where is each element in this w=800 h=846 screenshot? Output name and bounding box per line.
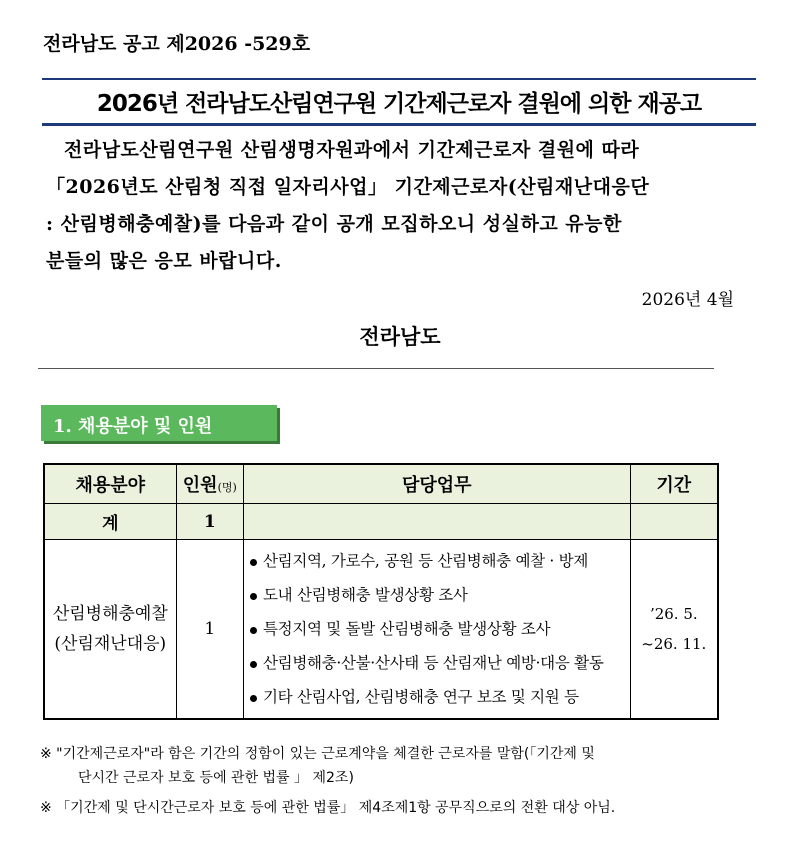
total-empty-duties [243, 504, 630, 540]
organization-name: 전라남도 [359, 324, 441, 349]
bullet-icon [250, 627, 257, 634]
title-bottom-rule [42, 123, 756, 126]
total-count: 1 [176, 504, 243, 540]
section-title: 1. 채용분야 및 인원 [53, 416, 213, 437]
duty-item: 특정지역 및 돌발 산림병해충 발생상황 조사 [248, 612, 630, 646]
notice-date: 2026년 4월 [641, 290, 734, 310]
bullet-icon [250, 593, 257, 600]
recruitment-table [43, 463, 719, 720]
duty-item: 도내 산림병해충 발생상황 조사 [248, 578, 630, 612]
header-duties: 담당업무 [243, 464, 630, 504]
count-cell: 1 [176, 540, 243, 720]
notice-number: 전라남도 공고 제2026 -529호 [43, 33, 311, 55]
total-label: 계 [44, 504, 176, 540]
intro-line-1: 전라남도산림연구원 산림생명자원과에서 기간제근로자 결원에 따라 [64, 139, 640, 161]
intro-line-2: 「2026년도 산림청 직접 일자리사업」 기간제근로자(산림재난대응단 [46, 176, 650, 198]
duties-cell [243, 540, 630, 720]
duty-item: 기타 산림사업, 산림병해충 연구 보조 및 지원 등 [248, 680, 630, 714]
intro-paragraph [46, 132, 746, 280]
header-period: 기간 [630, 464, 718, 504]
header-field: 채용분야 [44, 464, 176, 504]
total-empty-period [630, 504, 718, 540]
field-cell: 산림병해충예찰 (산림재난대응) [44, 540, 176, 720]
page-title: 2026년 전라남도산림연구원 기간제근로자 결원에 의한 재공고 [96, 91, 702, 117]
footnote-1: ※ "기간제근로자"라 함은 기간의 정함이 있는 근로계약을 체결한 근로자를 말함(「기간제 및 단시간 근로자 보호 등에 관한 법률 」 제2조) [40, 746, 595, 786]
intro-line-4: 분들의 많은 응모 바랍니다. [46, 250, 282, 272]
title-banner [42, 78, 756, 126]
header-count: 인원(명) [176, 464, 243, 504]
period-cell: ’26. 5. ~26. 11. [630, 540, 718, 720]
section-badge [41, 405, 277, 441]
bullet-icon [250, 661, 257, 668]
title-top-rule [42, 78, 756, 80]
duty-item: 산림병해충·산불·산사태 등 산림재난 예방·대응 활동 [248, 646, 630, 680]
table-header-row [44, 464, 718, 504]
table-row [44, 540, 718, 720]
total-row [44, 504, 718, 540]
duty-item: 산림지역, 가로수, 공원 등 산림병해충 예찰 · 방제 [248, 544, 630, 578]
organization-divider [38, 368, 714, 369]
bullet-icon [250, 695, 257, 702]
footnote-2: ※ 「기간제 및 단시간근로자 보호 등에 관한 법률」 제4조제1항 공무직으로의 전환 대상 아님. [40, 800, 616, 816]
intro-line-3: : 산림병해충예찰)를 다음과 같이 공개 모집하오니 성실하고 유능한 [46, 213, 622, 235]
bullet-icon [250, 559, 257, 566]
